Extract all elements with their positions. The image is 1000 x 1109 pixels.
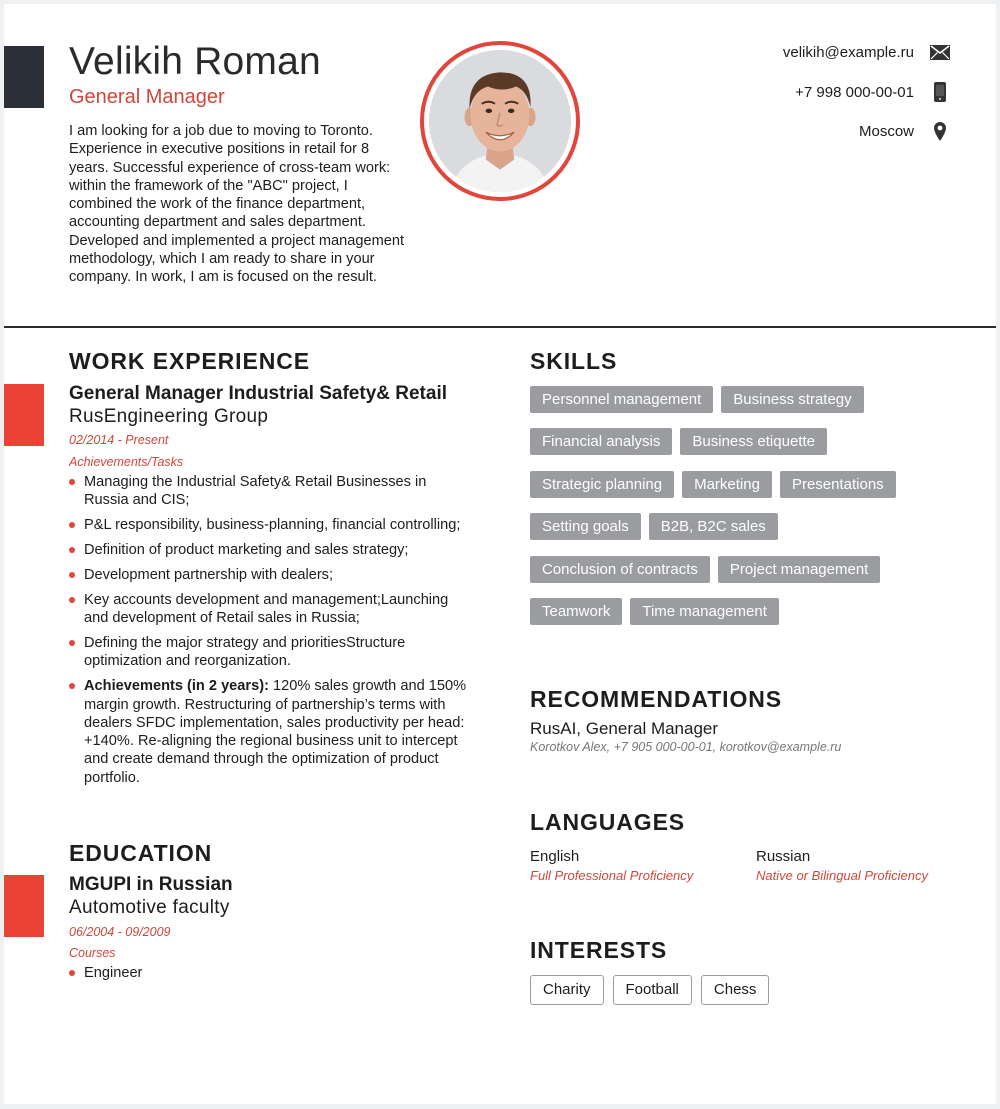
- achievements-text: 120% sales growth and 150% margin growth. Restructuring of partnership’s terms with dealers SFDC implementation, sales productivity per head: +140%. Re-aligning the regional business unit to intercept and create demand through the optimization of product portfolio.: [84, 678, 467, 786]
- skill-row: [530, 598, 950, 625]
- education-accent-bar: [4, 875, 44, 937]
- work-tasks-label: Achievements/Tasks: [69, 455, 184, 469]
- interest-tag: Charity: [530, 975, 604, 1005]
- skill-chip: Teamwork: [530, 598, 622, 625]
- skill-row: [530, 513, 950, 540]
- skill-chip: Personnel management: [530, 386, 713, 413]
- achievements-label: Achievements (in 2 years):: [84, 678, 269, 695]
- header-divider: [4, 326, 996, 328]
- skill-chip: Setting goals: [530, 513, 641, 540]
- work-dates: 02/2014 - Present: [69, 433, 169, 447]
- list-item: P&L responsibility, business-planning, financial controlling;: [69, 516, 474, 534]
- list-item: Key accounts development and management;Launching and development of Retail sales in Russia;: [69, 591, 474, 628]
- envelope-icon: [928, 41, 952, 63]
- resume-page: [4, 4, 996, 1104]
- list-item: Defining the major strategy and prioritiesStructure optimization and reorganization.: [69, 634, 474, 671]
- skill-row: [530, 386, 950, 413]
- skill-chip: Presentations: [780, 471, 896, 498]
- interests-heading: INTERESTS: [530, 937, 668, 963]
- location-pin-icon: [928, 120, 952, 142]
- skill-chip: B2B, B2C sales: [649, 513, 778, 540]
- education-heading: EDUCATION: [69, 840, 213, 866]
- work-accent-bar: [4, 384, 44, 446]
- education-course-list: [69, 964, 474, 989]
- interest-tag: Football: [613, 975, 692, 1005]
- interest-tag: Chess: [701, 975, 770, 1005]
- contact-city: Moscow: [858, 122, 914, 140]
- skill-chip: Strategic planning: [530, 471, 674, 498]
- contact-email-row[interactable]: [783, 41, 952, 63]
- skill-row: [530, 428, 950, 455]
- education-faculty: Automotive faculty: [69, 897, 230, 918]
- skill-chip: Time management: [630, 598, 779, 625]
- achievements-item: [69, 677, 474, 787]
- contact-email[interactable]: velikih@example.ru: [782, 43, 914, 61]
- list-item: Development partnership with dealers;: [69, 566, 474, 584]
- skills-list: [530, 386, 950, 640]
- language-level: Native or Bilingual Proficiency: [756, 868, 928, 883]
- candidate-name: Velikih Roman: [69, 40, 321, 83]
- skill-chip: Business etiquette: [680, 428, 827, 455]
- interests-list: [530, 975, 778, 1005]
- summary-text: I am looking for a job due to moving to Toronto. Experience in executive positions in retail for 8 years. Successful experience of cross-team work: within the framework of the "ABC" project, I combined the work of the finance department, accounting department and sales department. Developed and implemented a project management methodology, which I am ready to share in your company. In work, I am is focused on the result.: [69, 123, 405, 286]
- recommendation-name: RusAI, General Manager: [530, 719, 719, 738]
- language-name: English: [530, 848, 580, 865]
- skill-row: [530, 556, 950, 583]
- language-level: Full Professional Proficiency: [530, 868, 694, 883]
- profile-photo: [429, 50, 571, 192]
- profile-photo-frame: [420, 41, 580, 201]
- language-name: Russian: [756, 848, 811, 865]
- skill-chip: Conclusion of contracts: [530, 556, 710, 583]
- skill-row: [530, 471, 950, 498]
- education-courses-label: Courses: [69, 946, 116, 960]
- phone-icon: [928, 81, 952, 103]
- recommendations-heading: RECOMMENDATIONS: [530, 686, 783, 712]
- contact-phone[interactable]: +7 998 000-00-01: [795, 83, 914, 101]
- work-experience-heading: WORK EXPERIENCE: [69, 348, 310, 374]
- skill-chip: Project management: [718, 556, 880, 583]
- skills-heading: SKILLS: [530, 348, 618, 374]
- candidate-title: General Manager: [69, 86, 225, 108]
- list-item: Managing the Industrial Safety& Retail Businesses in Russia and CIS;: [69, 473, 474, 510]
- contact-phone-row[interactable]: [795, 81, 952, 103]
- avatar-illustration: [429, 50, 571, 192]
- recommendation-contact: Korotkov Alex, +7 905 000-00-01, korotkov@example.ru: [530, 740, 842, 754]
- skill-chip: Business strategy: [721, 386, 863, 413]
- header-accent-bar: [4, 46, 44, 108]
- list-item: Definition of product marketing and sales strategy;: [69, 541, 474, 559]
- skill-chip: Financial analysis: [530, 428, 672, 455]
- skill-chip: Marketing: [682, 471, 772, 498]
- contact-city-row: [859, 120, 952, 142]
- work-task-list: [69, 473, 474, 794]
- education-school: MGUPI in Russian: [69, 874, 233, 895]
- work-company: RusEngineering Group: [69, 406, 269, 427]
- languages-heading: LANGUAGES: [530, 809, 686, 835]
- list-item: Engineer: [69, 964, 474, 982]
- education-dates: 06/2004 - 09/2009: [69, 925, 171, 939]
- work-role-title: General Manager Industrial Safety& Retail: [69, 383, 448, 404]
